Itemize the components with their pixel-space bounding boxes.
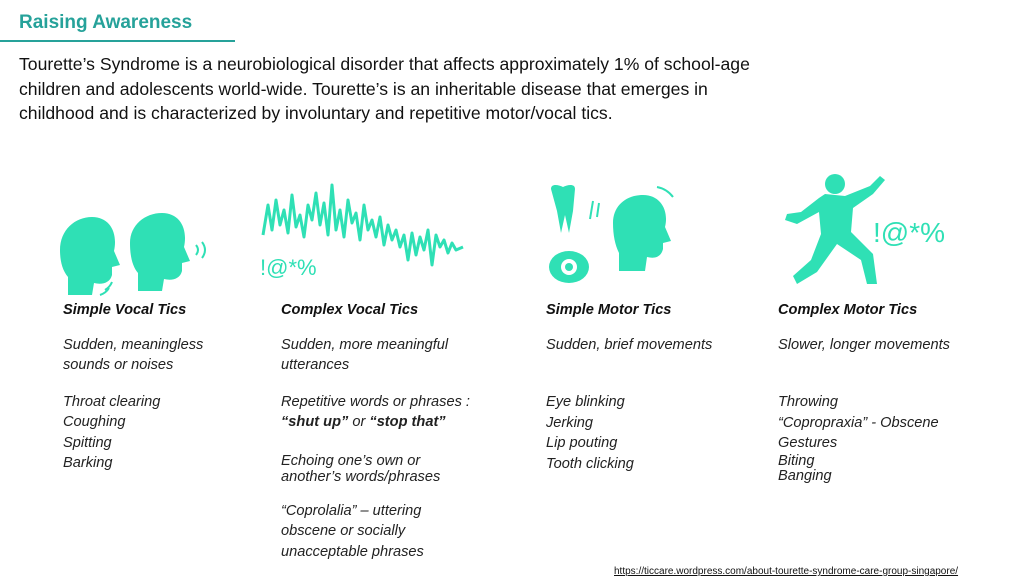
waveform-icon <box>258 175 473 290</box>
page-title: Raising Awareness <box>19 12 193 33</box>
column-heading: Simple Motor Tics <box>546 302 672 318</box>
example-item: Banging <box>778 467 832 484</box>
example-item: Coughing <box>63 414 126 430</box>
intro-paragraph: Tourette’s Syndrome is a neurobiological disorder that affects approximately 1% of school-age children and adolescents world-wide. Tourette’s is an inheritable disease that emerges in childhood and is characterized by involuntary and repetitive motor/vocal tics. <box>19 54 750 123</box>
running-figure-icon <box>775 172 985 292</box>
column-simple-motor <box>546 300 756 474</box>
column-complex-vocal <box>281 300 511 562</box>
example-item: Biting <box>778 452 815 469</box>
column-description: Sudden, more meaningful utterances <box>281 336 449 373</box>
column-complex-motor <box>778 300 988 484</box>
column-heading: Simple Vocal Tics <box>63 302 187 318</box>
example-item: Barking <box>63 455 113 471</box>
example-quote-2: “stop that” <box>369 414 446 430</box>
example-item: Lip pouting <box>546 435 618 451</box>
example-prefix: Repetitive words or phrases : <box>281 393 470 410</box>
column-simple-vocal <box>63 300 263 474</box>
example-item: Spitting <box>63 434 112 451</box>
symbols-left: !@*% <box>260 255 317 280</box>
source-link[interactable]: https://ticcare.wordpress.com/about-tourette-syndrome-care-group-singapore/ <box>614 566 959 577</box>
two-heads-icon <box>50 205 220 300</box>
example-item: “Coprolalia” – uttering obscene or socially unacceptable phrases <box>281 502 424 560</box>
example-item: Tooth clicking <box>546 455 634 472</box>
column-heading: Complex Motor Tics <box>778 302 918 318</box>
example-item: Throat clearing <box>63 393 161 410</box>
example-item <box>281 392 511 433</box>
example-mid: or <box>348 414 370 430</box>
title-underline <box>0 40 235 42</box>
symbols-right: !@*% <box>873 217 945 248</box>
example-item: Echoing one’s own or another’s words/phrases <box>281 452 441 485</box>
column-description: Sudden, meaningless sounds or noises <box>63 336 204 373</box>
example-item: Throwing <box>778 394 839 410</box>
column-heading: Complex Vocal Tics <box>281 302 419 318</box>
example-item: Jerking <box>546 414 594 431</box>
column-description: Slower, longer movements <box>778 336 950 353</box>
example-item: “Copropraxia” - Obscene Gestures <box>778 414 939 451</box>
tooth-eye-head-icon <box>545 183 685 288</box>
column-description: Sudden, brief movements <box>546 336 713 353</box>
example-quote-1: “shut up” <box>281 414 349 430</box>
example-item: Eye blinking <box>546 394 625 410</box>
